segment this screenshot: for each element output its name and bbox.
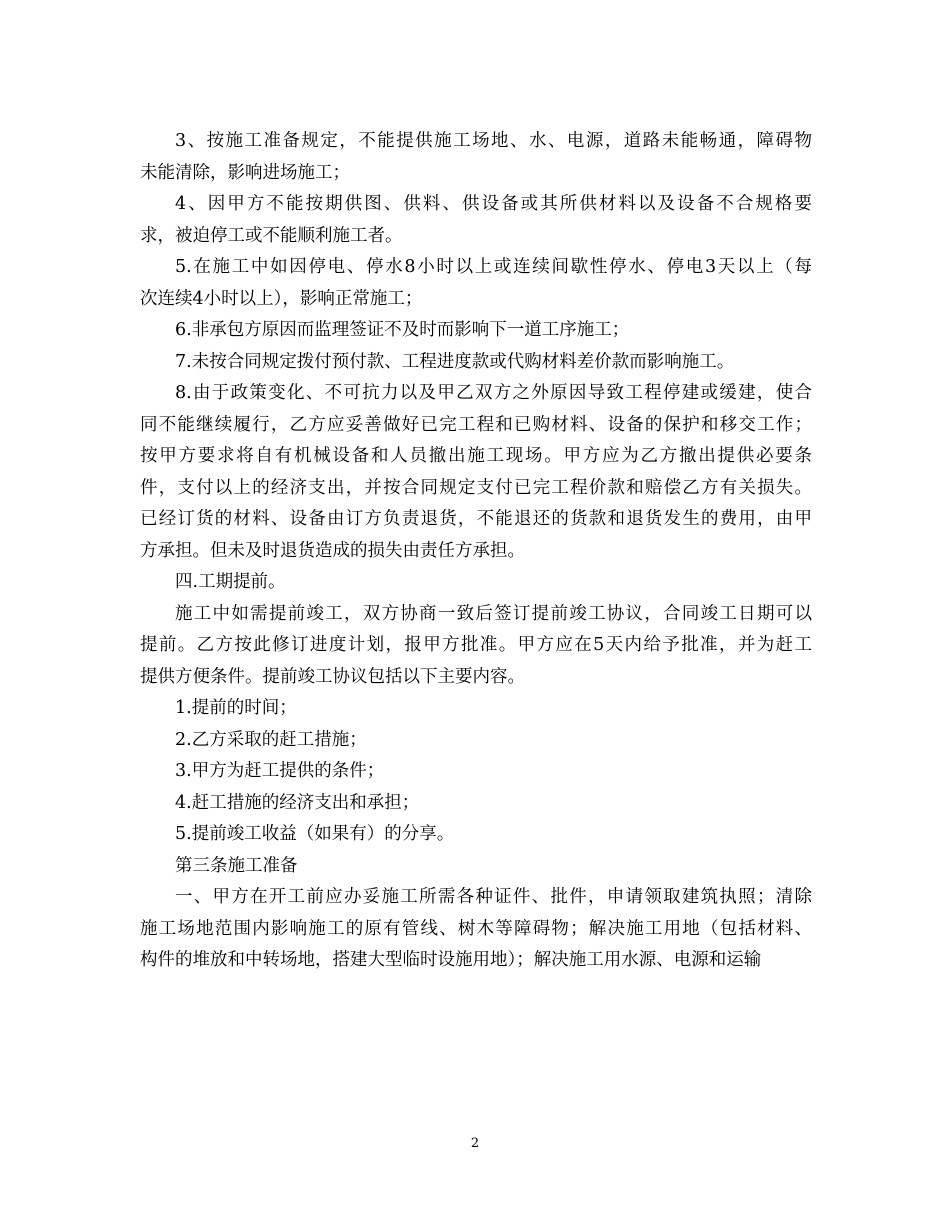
text-line: 四.工期提前。: [175, 572, 286, 592]
paragraph: [140, 693, 812, 725]
paragraph: [140, 599, 812, 694]
text-line: 施工中如需提前竣工，双方协商一致后签订提前竣工协议，合同竣工日期可以: [175, 603, 812, 624]
paragraph: [140, 252, 812, 315]
text-line: 件，支付以上的经济支出，并按合同规定支付已完工程价款和赔偿乙方有关损失。: [140, 477, 812, 498]
text-line: 3、按施工准备规定，不能提供施工场地、水、电源，道路未能畅通，障碍物: [175, 131, 812, 151]
text-line: 3.甲方为赶工提供的条件；: [175, 761, 385, 781]
paragraph: [140, 347, 812, 379]
paragraph: [140, 189, 812, 252]
paragraph: [140, 882, 812, 977]
text-line: 一、甲方在开工前应办妥施工所需各种证件、批件，申请领取建筑执照；清除: [175, 887, 812, 907]
text-line: 提供方便条件。提前竣工协议包括以下主要内容。: [140, 666, 525, 687]
text-line: 方承担。但未及时退货造成的损失由责任方承担。: [140, 540, 525, 561]
text-line: 提前。乙方按此修订进度计划，报甲方批准。甲方应在5天内给予批准，并为赶工: [140, 635, 812, 655]
paragraph: [140, 788, 812, 820]
paragraph: [140, 126, 812, 189]
text-line: 求，被迫停工或不能顺利施工者。: [140, 225, 403, 246]
text-line: 次连续4小时以上），影响正常施工；: [140, 288, 423, 309]
text-line: 1.提前的时间；: [175, 698, 297, 718]
paragraph: [140, 567, 812, 599]
text-line: 7.未按合同规定拨付预付款、工程进度款或代购材料差价款而影响施工。: [175, 351, 735, 372]
paragraph: [140, 725, 812, 757]
text-line: 按甲方要求将自有机械设备和人员撤出施工现场。甲方应为乙方撤出提供必要条: [140, 446, 812, 466]
text-line: 2.乙方采取的赶工措施；: [175, 729, 367, 750]
paragraph: [140, 756, 812, 788]
paragraph: [140, 851, 812, 883]
text-line: 5.提前竣工收益（如果有）的分享。: [175, 824, 455, 844]
text-line: 已经订货的材料、设备由订方负责退货，不能退还的货款和退货发生的费用，由甲: [140, 509, 812, 529]
document-body: [140, 126, 812, 977]
text-line: 8.由于政策变化、不可抗力以及甲乙双方之外原因导致工程停建或缓建，使合: [175, 383, 812, 403]
text-line: 施工场地范围内影响施工的原有管线、树木等障碍物；解决施工用地（包括材料、: [140, 918, 812, 939]
page-number: 2: [470, 1136, 480, 1151]
text-line: 4.赶工措施的经济支出和承担；: [175, 792, 420, 813]
paragraph: [140, 819, 812, 851]
text-line: 5.在施工中如因停电、停水8小时以上或连续间歇性停水、停电3天以上（每: [175, 257, 812, 277]
text-line: 第三条施工准备: [175, 855, 298, 876]
paragraph: [140, 315, 812, 347]
text-line: 未能清除，影响进场施工；: [140, 162, 350, 183]
text-line: 同不能继续履行，乙方应妥善做好已完工程和已购材料、设备的保护和移交工作；: [140, 414, 812, 435]
text-line: 构件的堆放和中转场地，搭建大型临时设施用地）；解决施工用水源、电源和运输: [140, 950, 762, 970]
paragraph: [140, 378, 812, 567]
text-line: 6.非承包方原因而监理签证不及时而影响下一道工序施工；: [175, 320, 630, 340]
text-line: 4、因甲方不能按期供图、供料、供设备或其所供材料以及设备不合规格要: [175, 194, 812, 214]
